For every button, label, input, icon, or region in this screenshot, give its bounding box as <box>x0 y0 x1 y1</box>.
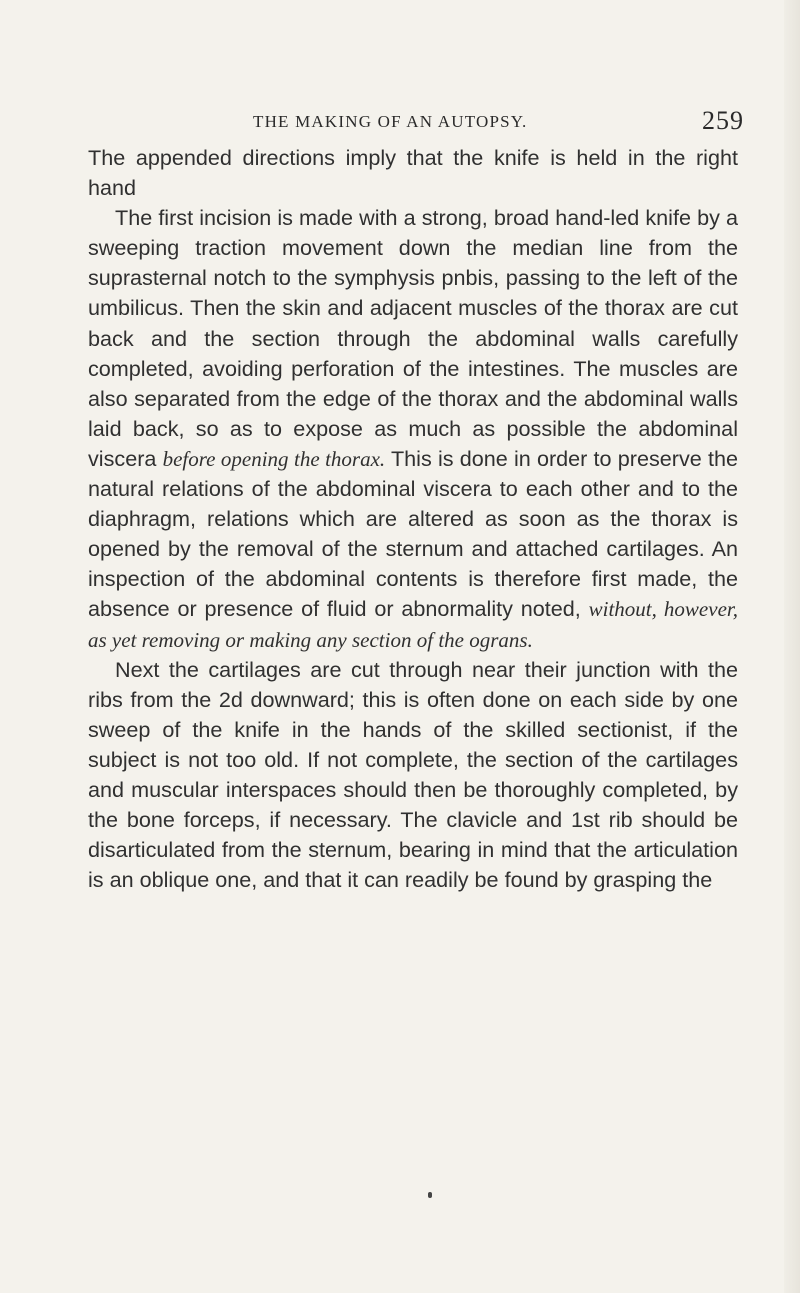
paragraph-2 <box>88 203 738 654</box>
running-title: THE MAKING OF AN AUTOPSY. <box>253 112 528 131</box>
paragraph-1-text: The appended directions imply that the knife is held in the right hand <box>88 145 738 201</box>
page-number: 259 <box>702 106 744 135</box>
paragraph-2-italic-2: without, however, as yet removing or making any section of the ograns. <box>88 597 738 652</box>
paragraph-3 <box>88 655 738 896</box>
body-text <box>88 143 738 895</box>
ink-speck <box>428 1192 432 1198</box>
paragraph-1 <box>88 143 738 203</box>
page-edge-shadow <box>784 0 800 1293</box>
paragraph-2-text-a: The first incision is made with a strong, broad hand-led knife by a sweeping traction movement down the median line from the suprasternal notch to the symphysis pnbis, passing to the left of the umbilicus. Then the skin and adjacent muscles of the thorax are cut back and the section through the abdominal walls carefully completed, avoiding perforation of the intestines. The muscles are also separated from the edge of the thorax and the abdominal walls laid back, so as to expose as much as possible the abdominal viscera <box>88 205 738 471</box>
paragraph-2-italic-1: before opening the thorax. <box>162 446 386 471</box>
paragraph-2-text-b: This is done in order to preserve the natural relations of the abdominal viscera to each other and to the diaphragm, relations which are altered as soon as the thorax is opened by the removal of the sternum and attached cartilages. An inspection of the abdominal contents is therefore first made, the absence or presence of fluid or abnormality noted, <box>88 445 738 622</box>
paragraph-3-text: Next the cartilages are cut through near their junction with the ribs from the 2d downward; this is often done on each side by one sweep of the knife in the hands of the skilled sectionist, if the subject is not too old. If not complete, the section of the cartilages and muscular interspaces should then be thoroughly completed, by the bone forceps, if necessary. The clavicle and 1st rib should be disarticulated from the sternum, bearing in mind that the articulation is an oblique one, and that it can readily be found by grasping the <box>88 656 738 893</box>
